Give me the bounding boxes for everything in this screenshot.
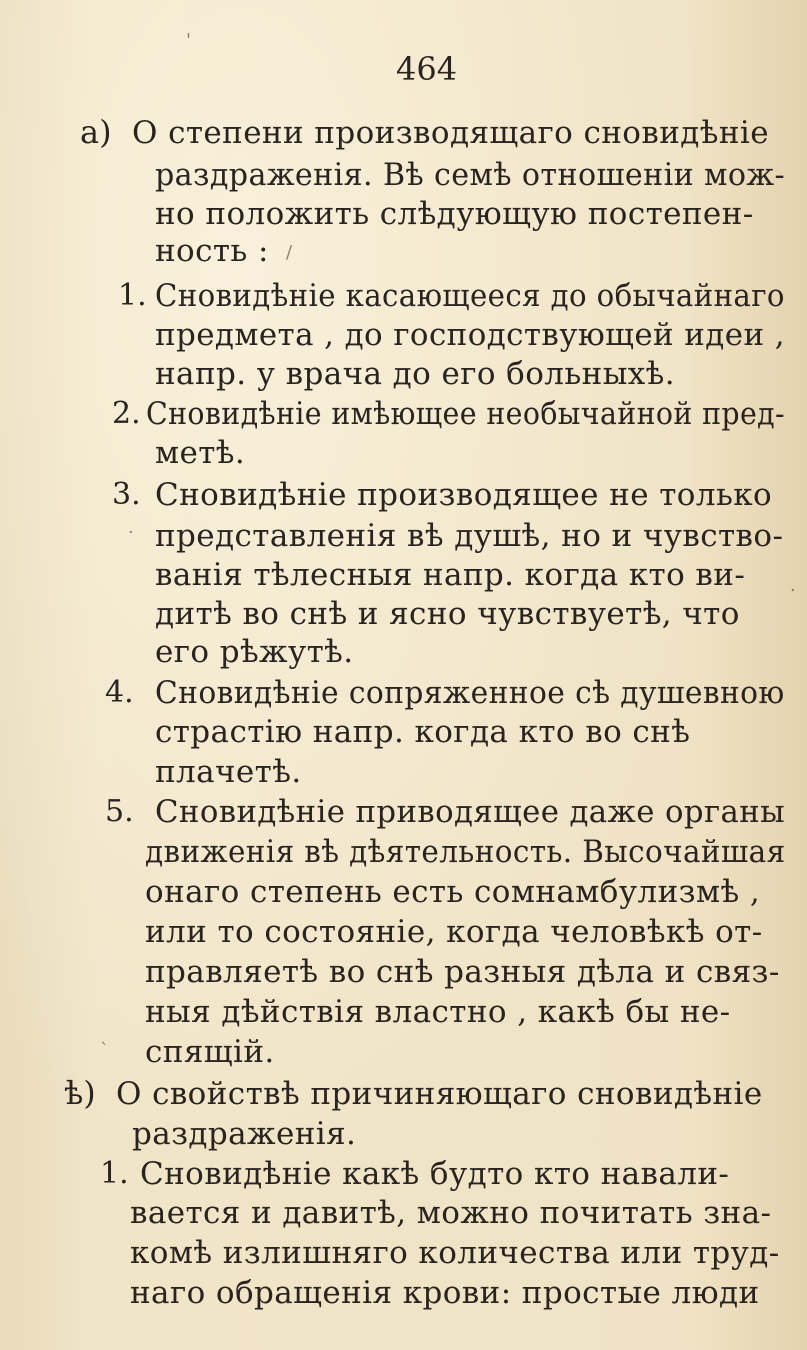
section-marker-a: а) — [80, 113, 112, 151]
section-marker-b: ѣ) — [64, 1074, 96, 1112]
text-line: движенія вѣ дѣятельность. Высочайшая — [145, 834, 786, 870]
paper-speck: / — [286, 242, 293, 263]
text-line: метѣ. — [155, 435, 246, 471]
paper-speck: · — [128, 522, 134, 543]
text-line: дитѣ во снѣ и ясно чувствуетѣ, что — [155, 596, 740, 632]
text-line: О степени производящаго сновидѣніе — [132, 115, 769, 151]
item-number: 3. — [112, 477, 141, 512]
text-line: спящій. — [145, 1034, 275, 1070]
text-line: предмета , до господствующей идеи , — [155, 317, 785, 353]
item-number: 4. — [105, 675, 134, 710]
text-line: онаго степень есть сомнамбулизмѣ , — [145, 874, 761, 910]
text-line: напр. у врача до его больныхѣ. — [155, 356, 676, 392]
text-line: наго обращенія крови: простые люди — [130, 1275, 760, 1311]
text-line: его рѣжутѣ. — [155, 634, 354, 670]
text-line: Сновидѣніе производящее не только — [155, 477, 773, 513]
item-number: 1. — [118, 278, 147, 313]
text-line: Сновидѣніе касающееся до обычайнаго — [155, 278, 785, 314]
text-line: Сновидѣніе имѣющее необычайной пред- — [146, 396, 786, 432]
text-line: но положить слѣдующую постепен- — [155, 196, 754, 232]
text-line: ность : — [155, 233, 269, 269]
item-number: 5. — [105, 794, 134, 829]
text-line: ныя дѣйствія властно , какѣ бы не- — [145, 994, 731, 1030]
text-line: Сновидѣніе какѣ будто кто навали- — [140, 1156, 730, 1192]
text-line: раздраженія. — [132, 1116, 357, 1152]
text-line: Сновидѣніе сопряженное сѣ душевною — [155, 675, 785, 711]
item-number: 2. — [112, 396, 141, 431]
item-number: 1. — [100, 1156, 129, 1191]
paper-speck: . — [790, 575, 796, 596]
text-line: вается и давитѣ, можно почитать зна- — [130, 1195, 772, 1231]
text-line: или то состояніе, когда человѣкѣ от- — [145, 914, 763, 950]
paper-speck: ` — [100, 1040, 109, 1061]
text-line: страстію напр. когда кто во снѣ — [155, 714, 691, 750]
text-line: комѣ излишняго количества или труд- — [130, 1235, 780, 1271]
text-line: раздраженія. Вѣ семѣ отношеніи мож- — [155, 157, 786, 193]
page-number: 464 — [396, 50, 458, 88]
text-line: О свойствѣ причиняющаго сновидѣніе — [116, 1076, 763, 1112]
text-line: ванія тѣлесныя напр. когда кто ви- — [155, 557, 746, 593]
text-line: правляетѣ во снѣ разныя дѣла и связ- — [145, 954, 780, 990]
text-line: плачетѣ. — [155, 754, 302, 790]
text-line: представленія вѣ душѣ, но и чувство- — [155, 518, 784, 554]
text-line: Сновидѣніе приводящее даже органы — [155, 794, 785, 830]
paper-speck: ' — [186, 30, 191, 51]
